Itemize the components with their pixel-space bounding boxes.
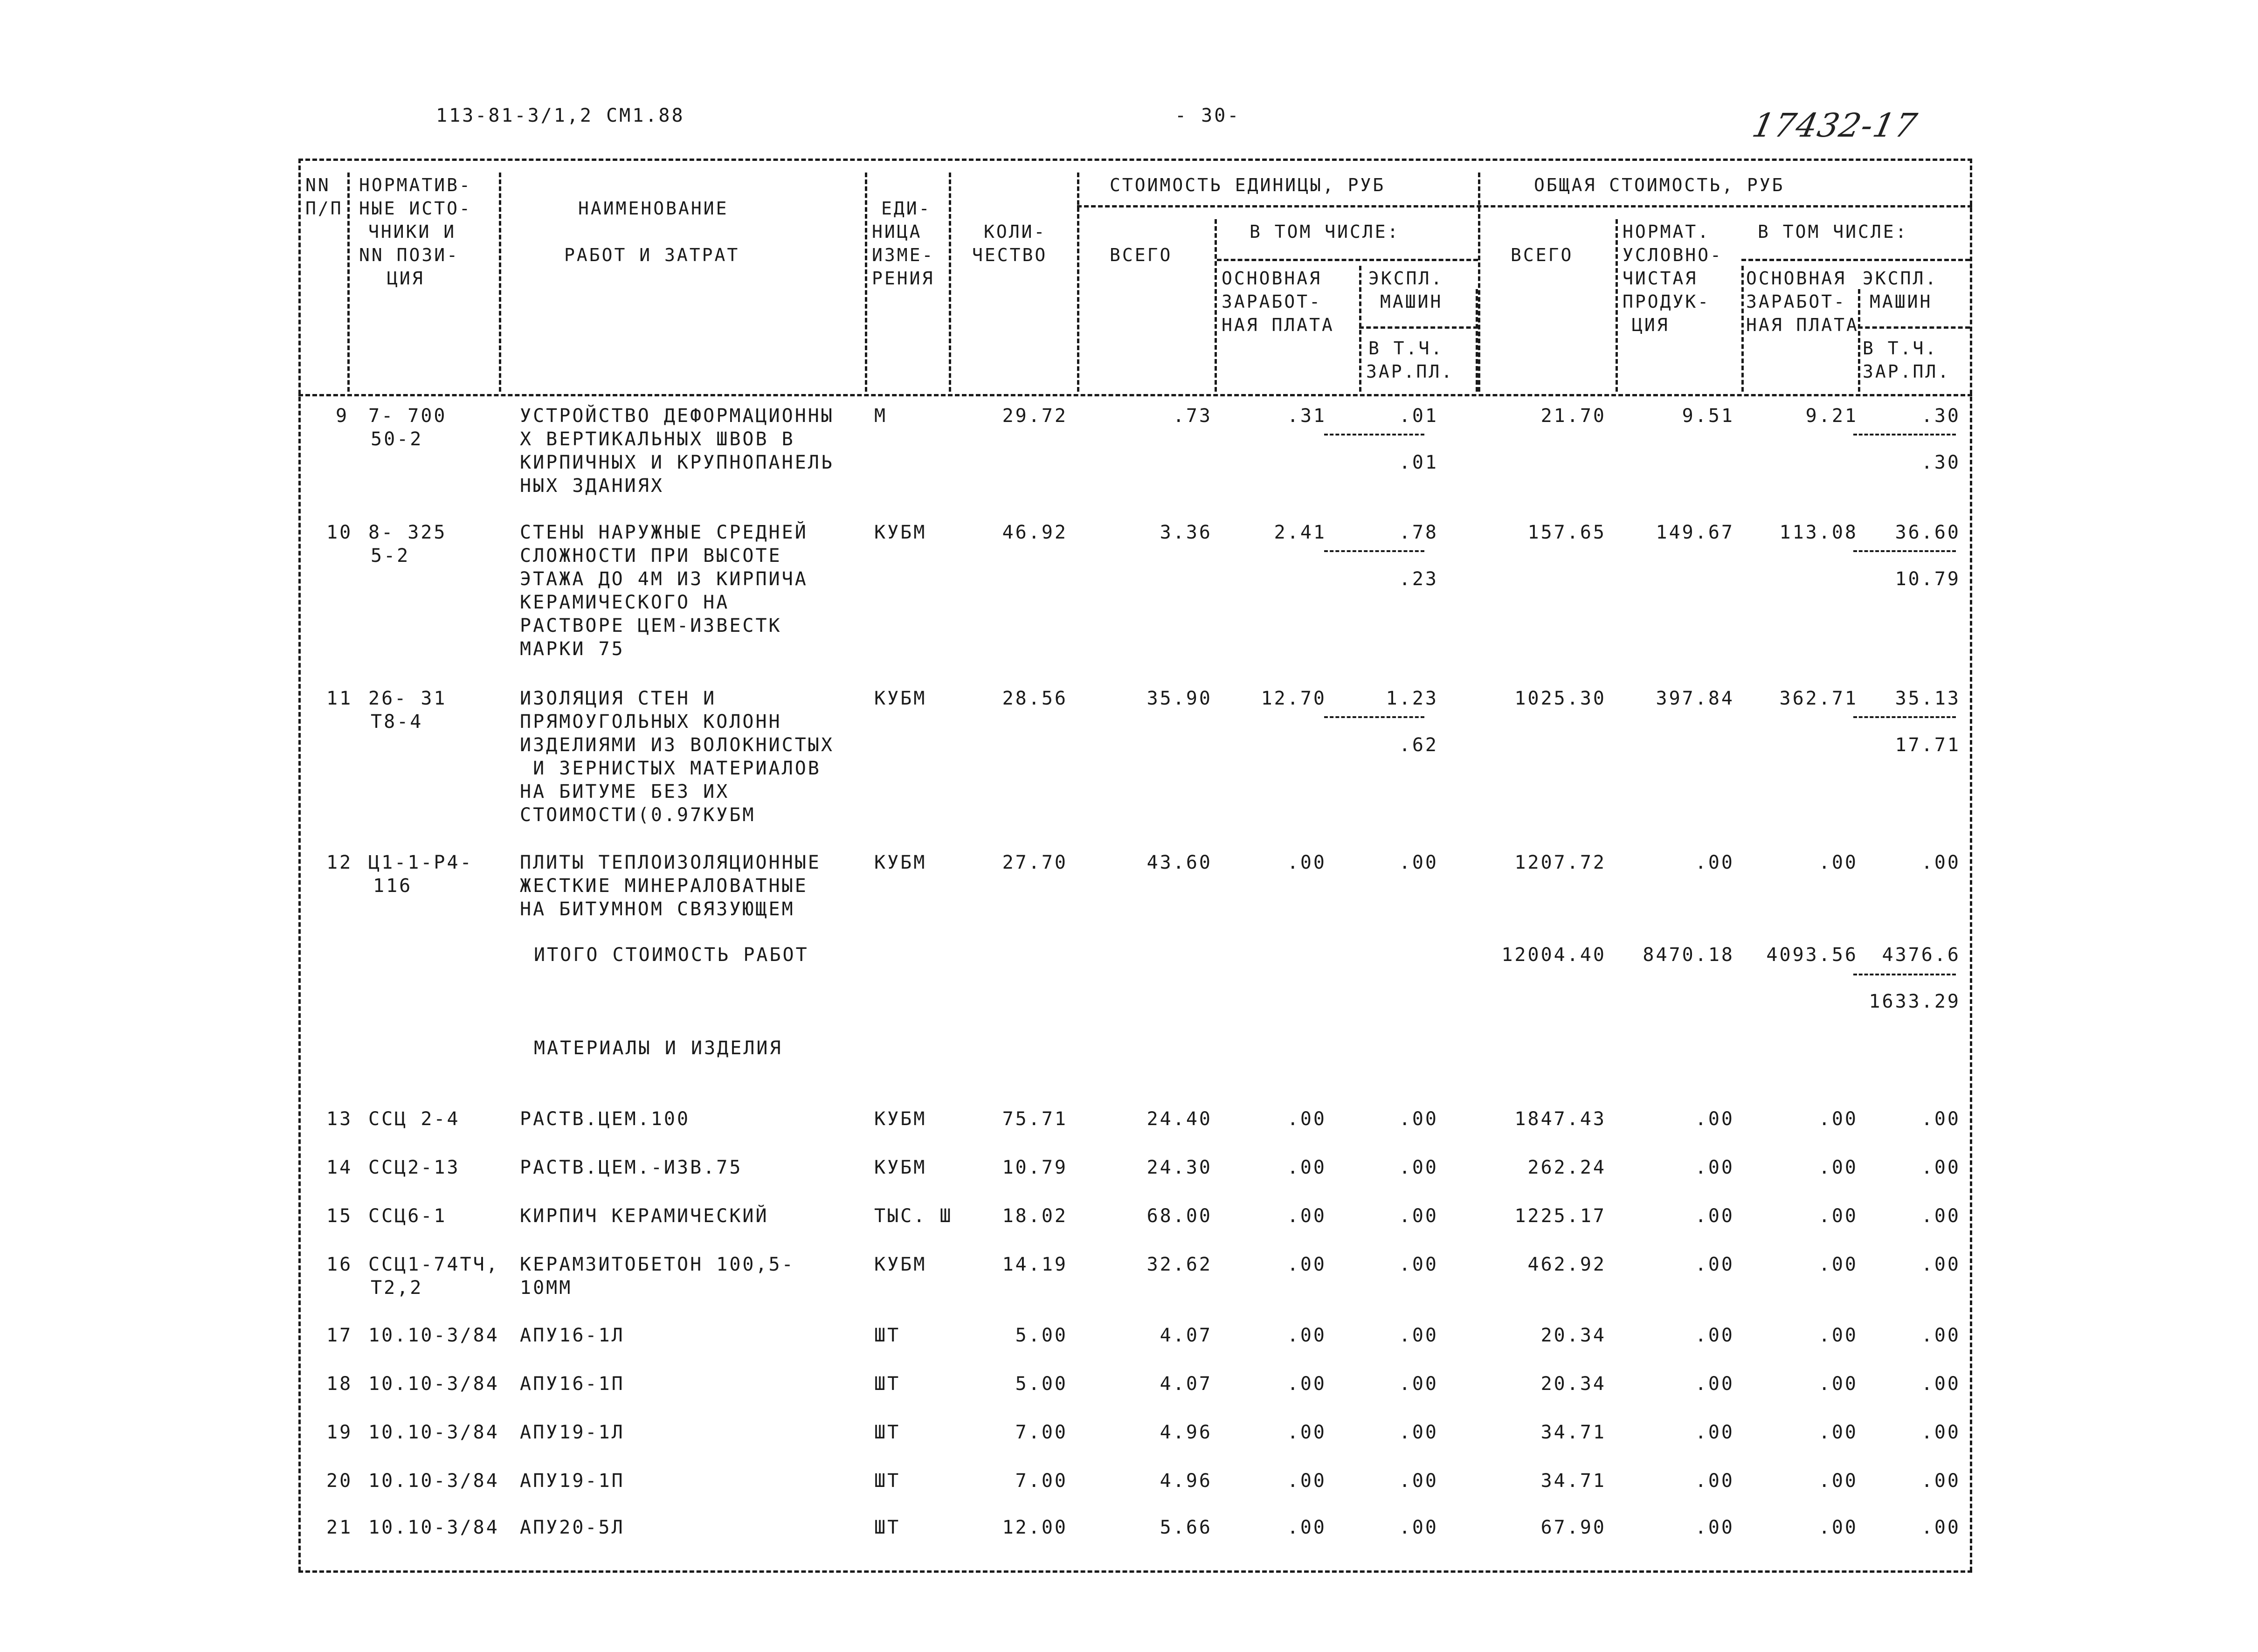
mat-14-tc-osn: .00 xyxy=(1818,1157,1858,1178)
hdr-total-cost: ОБЩАЯ СТОИМОСТЬ, РУБ xyxy=(1534,175,1785,195)
hdr-uc-osn-1: ОСНОВНАЯ xyxy=(1222,268,1322,289)
row-12-uc-expl: .00 xyxy=(1399,852,1438,873)
row-9-uc-divider xyxy=(1324,434,1424,435)
mat-17-tc-expl: .00 xyxy=(1921,1325,1961,1346)
mat-17-tc-norm: .00 xyxy=(1695,1325,1734,1346)
row-9-code-1: 7- 700 xyxy=(368,405,447,427)
row-9-code-2: 50-2 xyxy=(371,429,423,450)
hdr-uc-expl-1: ЭКСПЛ. xyxy=(1368,268,1444,289)
mat-15-unit: ТЫС. Ш xyxy=(874,1205,953,1227)
hdr-tc-vsego: ВСЕГО xyxy=(1511,245,1574,265)
mat-21-qty: 12.00 xyxy=(1002,1517,1068,1538)
col-sep xyxy=(499,173,501,392)
mat-17-qty: 5.00 xyxy=(1015,1325,1068,1346)
mat-20-uc-osn: .00 xyxy=(1287,1470,1326,1492)
row-12-qty: 27.70 xyxy=(1002,852,1068,873)
col-sep xyxy=(1616,219,1618,392)
mat-15-num: 15 xyxy=(326,1205,353,1227)
mat-14-unit: КУБМ xyxy=(874,1157,927,1178)
mat-21-code: 10.10-3/84 xyxy=(368,1517,499,1538)
mat-17-unit: ШТ xyxy=(874,1325,901,1346)
row-11-tc-total: 1025.30 xyxy=(1514,688,1606,709)
mat-20-tc-norm: .00 xyxy=(1695,1470,1734,1492)
mat-14-name: РАСТВ.ЦЕМ.-ИЗВ.75 xyxy=(520,1157,743,1178)
mat-16-uc-osn: .00 xyxy=(1287,1254,1326,1275)
row-9-name-2: Х ВЕРТИКАЛЬНЫХ ШВОВ В xyxy=(520,429,795,450)
hdr-tc-vtch-1: В Т.Ч. xyxy=(1863,338,1938,359)
mat-19-name: АПУ19-1Л xyxy=(520,1422,625,1443)
mat-19-uc-expl: .00 xyxy=(1399,1422,1438,1443)
itogo-tc-norm: 8470.18 xyxy=(1643,944,1734,966)
mat-15-tc-osn: .00 xyxy=(1818,1205,1858,1227)
row-11-uc-expl: 1.23 xyxy=(1386,688,1438,709)
col-sep xyxy=(1476,289,1478,392)
mat-15-name: КИРПИЧ КЕРАМИЧЕСКИЙ xyxy=(520,1205,769,1227)
mat-19-uc-total: 4.96 xyxy=(1160,1422,1212,1443)
mat-14-num: 14 xyxy=(326,1157,353,1178)
mat-13-name: РАСТВ.ЦЕМ.100 xyxy=(520,1108,691,1130)
row-9-name-3: КИРПИЧНЫХ И КРУПНОПАНЕЛЬ xyxy=(520,452,834,473)
row-12-tc-osn: .00 xyxy=(1818,852,1858,873)
row-11-uc-divider xyxy=(1324,716,1424,718)
mat-21-tc-total: 67.90 xyxy=(1540,1517,1606,1538)
mat-20-code: 10.10-3/84 xyxy=(368,1470,499,1492)
mat-15-tc-total: 1225.17 xyxy=(1514,1205,1606,1227)
mat-21-uc-osn: .00 xyxy=(1287,1517,1326,1538)
mat-17-uc-osn: .00 xyxy=(1287,1325,1326,1346)
mat-19-tc-expl: .00 xyxy=(1921,1422,1961,1443)
row-11-uc-total: 35.90 xyxy=(1146,688,1212,709)
mat-15-uc-expl: .00 xyxy=(1399,1205,1438,1227)
doc-code: 113-81-3/1,2 СМ1.88 xyxy=(436,105,685,126)
mat-13-tc-expl: .00 xyxy=(1921,1108,1961,1130)
mat-14-tc-total: 262.24 xyxy=(1527,1157,1606,1178)
row-11-name-4: И ЗЕРНИСТЫХ МАТЕРИАЛОВ xyxy=(520,758,821,779)
mat-21-uc-expl: .00 xyxy=(1399,1517,1438,1538)
mat-16-num: 16 xyxy=(326,1254,353,1275)
mat-18-unit: ШТ xyxy=(874,1373,901,1395)
row-10-name-3: ЭТАЖА ДО 4М ИЗ КИРПИЧА xyxy=(520,568,808,590)
mat-18-uc-expl: .00 xyxy=(1399,1373,1438,1395)
row-12-tc-total: 1207.72 xyxy=(1514,852,1606,873)
row-12-uc-total: 43.60 xyxy=(1146,852,1212,873)
row-10-uc-divider xyxy=(1324,550,1424,552)
mat-13-uc-expl: .00 xyxy=(1399,1108,1438,1130)
row-11-code-2: Т8-4 xyxy=(371,711,423,733)
mat-15-uc-osn: .00 xyxy=(1287,1205,1326,1227)
mat-16-code-1: ССЦ1-74ТЧ, xyxy=(368,1254,499,1275)
row-10-uc-expl: .78 xyxy=(1399,522,1438,543)
handwritten-number: 17432-17 xyxy=(1749,106,1921,145)
mat-20-uc-total: 4.96 xyxy=(1160,1470,1212,1492)
hdr-uc-vtch-2: ЗАР.ПЛ. xyxy=(1366,361,1454,382)
row-10-uc-osn: 2.41 xyxy=(1274,522,1326,543)
row-12-code-2: 116 xyxy=(373,875,413,897)
row-11-name-5: НА БИТУМЕ БЕЗ ИХ xyxy=(520,781,730,802)
row-10-tc-divider xyxy=(1853,550,1956,552)
itogo-tc-zp: 1633.29 xyxy=(1869,991,1961,1012)
mat-20-uc-expl: .00 xyxy=(1399,1470,1438,1492)
row-12-name-1: ПЛИТЫ ТЕПЛОИЗОЛЯЦИОННЫЕ xyxy=(520,852,821,873)
row-10-tc-norm: 149.67 xyxy=(1656,522,1734,543)
mat-16-name-1: КЕРАМЗИТОБЕТОН 100,5- xyxy=(520,1254,795,1275)
materials-heading: МАТЕРИАЛЫ И ИЗДЕЛИЯ xyxy=(534,1037,783,1059)
mat-16-tc-expl: .00 xyxy=(1921,1254,1961,1275)
mat-21-name: АПУ20-5Л xyxy=(520,1517,625,1538)
mat-20-unit: ШТ xyxy=(874,1470,901,1492)
mat-18-qty: 5.00 xyxy=(1015,1373,1068,1395)
mat-15-code: ССЦ6-1 xyxy=(368,1205,447,1227)
row-9-tc-divider xyxy=(1853,434,1956,435)
mat-16-unit: КУБМ xyxy=(874,1254,927,1275)
row-10-uc-zp: .23 xyxy=(1399,568,1438,590)
row-12-code-1: Ц1-1-Р4- xyxy=(368,852,473,873)
row-10-name-4: КЕРАМИЧЕСКОГО НА xyxy=(520,592,730,613)
itogo-label: ИТОГО СТОИМОСТЬ РАБОТ xyxy=(534,944,809,966)
col-sep xyxy=(1077,173,1079,392)
itogo-tc-divider xyxy=(1853,974,1956,975)
hdr-unit-cost: СТОИМОСТЬ ЕДИНИЦЫ, РУБ xyxy=(1110,175,1386,195)
table-bottom-border xyxy=(298,1570,1972,1573)
mat-17-tc-osn: .00 xyxy=(1818,1325,1858,1346)
row-9-unit: М xyxy=(874,405,888,427)
row-11-uc-osn: 12.70 xyxy=(1261,688,1326,709)
row-10-qty: 46.92 xyxy=(1002,522,1068,543)
row-11-tc-osn: 362.71 xyxy=(1779,688,1858,709)
hdr-uc-osn-2: ЗАРАБОТ- xyxy=(1222,291,1322,312)
table-right-border xyxy=(1970,159,1972,1571)
col-sep xyxy=(1215,219,1217,392)
row-9-name-4: НЫХ ЗДАНИЯХ xyxy=(520,475,664,497)
mat-13-uc-osn: .00 xyxy=(1287,1108,1326,1130)
row-11-tc-expl: 35.13 xyxy=(1895,688,1961,709)
mat-13-tc-total: 1847.43 xyxy=(1514,1108,1606,1130)
mat-14-tc-expl: .00 xyxy=(1921,1157,1961,1178)
row-12-name-2: ЖЕСТКИЕ МИНЕРАЛОВАТНЫЕ xyxy=(520,875,808,897)
mat-14-uc-osn: .00 xyxy=(1287,1157,1326,1178)
row-12-unit: КУБМ xyxy=(874,852,927,873)
row-10-unit: КУБМ xyxy=(874,522,927,543)
row-12-tc-expl: .00 xyxy=(1921,852,1961,873)
header-subdivider xyxy=(1359,326,1478,329)
mat-19-tc-norm: .00 xyxy=(1695,1422,1734,1443)
row-10-code-1: 8- 325 xyxy=(368,522,447,543)
mat-18-name: АПУ16-1П xyxy=(520,1373,625,1395)
col-sep xyxy=(1359,266,1361,392)
table-left-border xyxy=(298,159,301,1571)
hdr-uc-expl-2: МАШИН xyxy=(1380,291,1443,312)
hdr-qty-1: КОЛИ- xyxy=(984,221,1047,242)
row-10-tc-osn: 113.08 xyxy=(1779,522,1858,543)
mat-18-tc-norm: .00 xyxy=(1695,1373,1734,1395)
hdr-uc-vsego: ВСЕГО xyxy=(1110,245,1173,265)
mat-16-name-2: 10ММ xyxy=(520,1277,573,1299)
row-10-tc-total: 157.65 xyxy=(1527,522,1606,543)
row-10-name-2: СЛОЖНОСТИ ПРИ ВЫСОТЕ xyxy=(520,545,782,567)
hdr-tc-osn-2: ЗАРАБОТ- xyxy=(1746,291,1847,312)
mat-21-num: 21 xyxy=(326,1517,353,1538)
hdr-unit-1: ЕДИ- xyxy=(881,198,932,219)
hdr-norm-4: NN ПОЗИ- xyxy=(359,245,460,265)
mat-17-uc-expl: .00 xyxy=(1399,1325,1438,1346)
row-9-name-1: УСТРОЙСТВО ДЕФОРМАЦИОННЫ xyxy=(520,405,834,427)
mat-21-tc-osn: .00 xyxy=(1818,1517,1858,1538)
row-10-num: 10 xyxy=(326,522,353,543)
header-bottom-border xyxy=(298,394,1972,396)
mat-14-qty: 10.79 xyxy=(1002,1157,1068,1178)
row-11-tc-zp: 17.71 xyxy=(1895,734,1961,756)
hdr-tc-norm-5: ЦИЯ xyxy=(1632,315,1670,335)
hdr-tc-vtom: В ТОМ ЧИСЛЕ: xyxy=(1758,221,1908,242)
hdr-name-1: НАИМЕНОВАНИЕ xyxy=(578,198,729,219)
mat-13-qty: 75.71 xyxy=(1002,1108,1068,1130)
page-number: - 30- xyxy=(1175,105,1241,126)
mat-17-code: 10.10-3/84 xyxy=(368,1325,499,1346)
row-11-num: 11 xyxy=(326,688,353,709)
mat-19-unit: ШТ xyxy=(874,1422,901,1443)
mat-18-tc-total: 20.34 xyxy=(1540,1373,1606,1395)
hdr-tc-expl-2: МАШИН xyxy=(1870,291,1933,312)
hdr-uc-vtch-1: В Т.Ч. xyxy=(1368,338,1444,359)
row-9-tc-expl: .30 xyxy=(1921,405,1961,427)
row-11-unit: КУБМ xyxy=(874,688,927,709)
mat-16-tc-total: 462.92 xyxy=(1527,1254,1606,1275)
row-11-qty: 28.56 xyxy=(1002,688,1068,709)
hdr-tc-norm-3: ЧИСТАЯ xyxy=(1623,268,1698,289)
hdr-tc-expl-1: ЭКСПЛ. xyxy=(1863,268,1938,289)
mat-16-qty: 14.19 xyxy=(1002,1254,1068,1275)
mat-15-tc-expl: .00 xyxy=(1921,1205,1961,1227)
hdr-tc-osn-3: НАЯ ПЛАТА xyxy=(1746,315,1859,335)
header-divider xyxy=(1077,205,1972,207)
mat-21-tc-norm: .00 xyxy=(1695,1517,1734,1538)
mat-13-tc-osn: .00 xyxy=(1818,1108,1858,1130)
mat-14-uc-expl: .00 xyxy=(1399,1157,1438,1178)
header-subdivider xyxy=(1217,259,1478,261)
row-11-tc-norm: 397.84 xyxy=(1656,688,1734,709)
mat-20-qty: 7.00 xyxy=(1015,1470,1068,1492)
mat-16-uc-total: 32.62 xyxy=(1146,1254,1212,1275)
itogo-tc-expl: 4376.6 xyxy=(1882,944,1961,966)
mat-20-tc-total: 34.71 xyxy=(1540,1470,1606,1492)
row-11-tc-divider xyxy=(1853,716,1956,718)
col-sep xyxy=(347,173,350,392)
mat-21-uc-total: 5.66 xyxy=(1160,1517,1212,1538)
hdr-norm-5: ЦИЯ xyxy=(387,268,425,289)
mat-18-tc-osn: .00 xyxy=(1818,1373,1858,1395)
col-sep xyxy=(1858,289,1860,392)
mat-21-unit: ШТ xyxy=(874,1517,901,1538)
row-11-name-6: СТОИМОСТИ(0.97КУБМ xyxy=(520,804,756,826)
mat-19-num: 19 xyxy=(326,1422,353,1443)
col-sep xyxy=(1478,173,1480,392)
row-9-uc-expl: .01 xyxy=(1399,405,1438,427)
hdr-unit-3: ИЗМЕ- xyxy=(872,245,935,265)
mat-14-tc-norm: .00 xyxy=(1695,1157,1734,1178)
col-sep xyxy=(865,173,867,392)
row-9-tc-zp: .30 xyxy=(1921,452,1961,473)
row-12-uc-osn: .00 xyxy=(1287,852,1326,873)
mat-13-code: ССЦ 2-4 xyxy=(368,1108,460,1130)
mat-14-code: ССЦ2-13 xyxy=(368,1157,460,1178)
hdr-uc-osn-3: НАЯ ПЛАТА xyxy=(1222,315,1334,335)
row-9-uc-osn: .31 xyxy=(1287,405,1326,427)
row-10-tc-zp: 10.79 xyxy=(1895,568,1961,590)
hdr-tc-norm-1: НОРМАТ. xyxy=(1623,221,1711,242)
row-9-num: 9 xyxy=(336,405,349,427)
mat-13-uc-total: 24.40 xyxy=(1146,1108,1212,1130)
hdr-qty-2: ЧЕСТВО xyxy=(972,245,1048,265)
mat-13-num: 13 xyxy=(326,1108,353,1130)
mat-20-num: 20 xyxy=(326,1470,353,1492)
row-12-tc-norm: .00 xyxy=(1695,852,1734,873)
col-sep xyxy=(1741,266,1744,392)
mat-15-tc-norm: .00 xyxy=(1695,1205,1734,1227)
mat-16-tc-osn: .00 xyxy=(1818,1254,1858,1275)
itogo-tc-osn: 4093.56 xyxy=(1766,944,1858,966)
mat-18-tc-expl: .00 xyxy=(1921,1373,1961,1395)
hdr-unit-4: РЕНИЯ xyxy=(872,268,935,289)
hdr-nn: NN xyxy=(305,175,331,195)
hdr-name-2: РАБОТ И ЗАТРАТ xyxy=(564,245,740,265)
row-11-code-1: 26- 31 xyxy=(368,688,447,709)
row-9-qty: 29.72 xyxy=(1002,405,1068,427)
row-9-uc-zp: .01 xyxy=(1399,452,1438,473)
row-10-name-6: МАРКИ 75 xyxy=(520,638,625,660)
mat-18-code: 10.10-3/84 xyxy=(368,1373,499,1395)
row-11-name-1: ИЗОЛЯЦИЯ СТЕН И xyxy=(520,688,717,709)
mat-14-uc-total: 24.30 xyxy=(1146,1157,1212,1178)
mat-17-tc-total: 20.34 xyxy=(1540,1325,1606,1346)
header-subdivider xyxy=(1741,259,1970,261)
table-top-border xyxy=(298,159,1972,161)
col-sep xyxy=(949,173,951,392)
mat-15-uc-total: 68.00 xyxy=(1146,1205,1212,1227)
mat-16-code-2: Т2,2 xyxy=(371,1277,423,1299)
hdr-unit-2: НИЦА xyxy=(872,221,922,242)
mat-17-uc-total: 4.07 xyxy=(1160,1325,1212,1346)
hdr-norm-3: ЧНИКИ И xyxy=(368,221,456,242)
mat-16-tc-norm: .00 xyxy=(1695,1254,1734,1275)
mat-18-uc-total: 4.07 xyxy=(1160,1373,1212,1395)
row-12-num: 12 xyxy=(326,852,353,873)
hdr-norm-1: НОРМАТИВ- xyxy=(359,175,472,195)
mat-18-uc-osn: .00 xyxy=(1287,1373,1326,1395)
mat-13-tc-norm: .00 xyxy=(1695,1108,1734,1130)
row-10-tc-expl: 36.60 xyxy=(1895,522,1961,543)
row-9-tc-osn: 9.21 xyxy=(1805,405,1858,427)
row-11-name-2: ПРЯМОУГОЛЬНЫХ КОЛОНН xyxy=(520,711,782,733)
hdr-pp: П/П xyxy=(305,198,343,219)
hdr-tc-norm-4: ПРОДУК- xyxy=(1623,291,1711,312)
mat-19-code: 10.10-3/84 xyxy=(368,1422,499,1443)
mat-18-num: 18 xyxy=(326,1373,353,1395)
row-10-uc-total: 3.36 xyxy=(1160,522,1212,543)
mat-17-num: 17 xyxy=(326,1325,353,1346)
row-9-uc-total: .73 xyxy=(1173,405,1212,427)
row-11-name-3: ИЗДЕЛИЯМИ ИЗ ВОЛОКНИСТЫХ xyxy=(520,734,834,756)
hdr-tc-norm-2: УСЛОВНО- xyxy=(1623,245,1723,265)
mat-13-unit: КУБМ xyxy=(874,1108,927,1130)
hdr-tc-vtch-2: ЗАР.ПЛ. xyxy=(1863,361,1951,382)
row-10-name-1: СТЕНЫ НАРУЖНЫЕ СРЕДНЕЙ xyxy=(520,522,808,543)
hdr-uc-vtom: В ТОМ ЧИСЛЕ: xyxy=(1250,221,1400,242)
header-subdivider xyxy=(1858,326,1970,329)
mat-19-qty: 7.00 xyxy=(1015,1422,1068,1443)
itogo-tc-total: 12004.40 xyxy=(1501,944,1606,966)
row-10-code-2: 5-2 xyxy=(371,545,410,567)
mat-20-name: АПУ19-1П xyxy=(520,1470,625,1492)
row-10-name-5: РАСТВОРЕ ЦЕМ-ИЗВЕСТК xyxy=(520,615,782,636)
mat-15-qty: 18.02 xyxy=(1002,1205,1068,1227)
row-11-uc-zp: .62 xyxy=(1399,734,1438,756)
hdr-norm-2: НЫЕ ИСТО- xyxy=(359,198,472,219)
mat-20-tc-expl: .00 xyxy=(1921,1470,1961,1492)
mat-17-name: АПУ16-1Л xyxy=(520,1325,625,1346)
row-12-name-3: НА БИТУМНОМ СВЯЗУЮЩЕМ xyxy=(520,899,795,920)
row-9-tc-norm: 9.51 xyxy=(1682,405,1734,427)
mat-19-tc-osn: .00 xyxy=(1818,1422,1858,1443)
row-9-tc-total: 21.70 xyxy=(1540,405,1606,427)
mat-20-tc-osn: .00 xyxy=(1818,1470,1858,1492)
mat-16-uc-expl: .00 xyxy=(1399,1254,1438,1275)
mat-21-tc-expl: .00 xyxy=(1921,1517,1961,1538)
hdr-tc-osn-1: ОСНОВНАЯ xyxy=(1746,268,1847,289)
mat-19-uc-osn: .00 xyxy=(1287,1422,1326,1443)
mat-19-tc-total: 34.71 xyxy=(1540,1422,1606,1443)
